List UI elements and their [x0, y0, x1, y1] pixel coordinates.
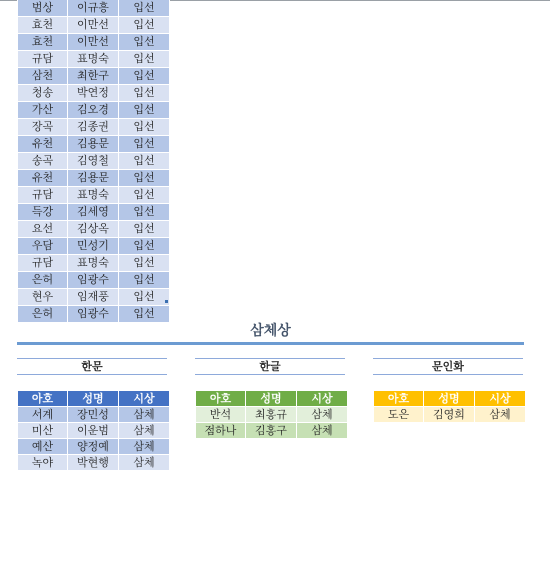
- column-header[interactable]: 아호: [374, 391, 424, 407]
- column-header[interactable]: 성명: [68, 391, 119, 407]
- table-row: [18, 119, 170, 136]
- section-title-underline: [17, 342, 524, 345]
- cell-award[interactable]: 입선: [119, 238, 170, 255]
- cell-name[interactable]: 양정예: [68, 439, 119, 455]
- cell-award[interactable]: 입선: [119, 34, 170, 51]
- table-row: [18, 439, 170, 455]
- cell-aho[interactable]: 도은: [374, 407, 424, 423]
- cell-aho[interactable]: 득강: [18, 204, 68, 221]
- cell-aho[interactable]: 효천: [18, 34, 68, 51]
- cell-award[interactable]: 입선: [119, 221, 170, 238]
- cell-aho[interactable]: 예산: [18, 439, 68, 455]
- cell-award[interactable]: 입선: [119, 119, 170, 136]
- cell-aho[interactable]: 유천: [18, 170, 68, 187]
- cell-award[interactable]: 입선: [119, 68, 170, 85]
- table-row: [18, 289, 170, 306]
- cell-award[interactable]: 입선: [119, 0, 170, 17]
- table-row: [18, 272, 170, 289]
- cell-name[interactable]: 장민성: [68, 407, 119, 423]
- cell-name[interactable]: 김홍구: [246, 423, 297, 439]
- table-row: [18, 221, 170, 238]
- category-label-hanmun: 한문: [17, 358, 167, 375]
- cell-aho[interactable]: 규담: [18, 51, 68, 68]
- cell-aho[interactable]: 은허: [18, 306, 68, 323]
- column-header[interactable]: 성명: [424, 391, 475, 407]
- table-row: [18, 255, 170, 272]
- table-row: [18, 0, 170, 17]
- table-row: [18, 204, 170, 221]
- cell-aho[interactable]: 미산: [18, 423, 68, 439]
- column-header[interactable]: 시상: [119, 391, 170, 407]
- cell-aho[interactable]: 요선: [18, 221, 68, 238]
- cell-award[interactable]: 삼체: [297, 423, 348, 439]
- column-header[interactable]: 시상: [475, 391, 526, 407]
- hangeul-table: [195, 390, 348, 439]
- header-row: [18, 391, 170, 407]
- category-label-hangeul: 한글: [195, 358, 345, 375]
- table-row: [18, 423, 170, 439]
- cell-name[interactable]: 최한구: [68, 68, 119, 85]
- cell-aho[interactable]: 장곡: [18, 119, 68, 136]
- cell-award[interactable]: 삼체: [119, 455, 170, 471]
- cell-award[interactable]: 입선: [119, 170, 170, 187]
- column-header[interactable]: 성명: [246, 391, 297, 407]
- cell-name[interactable]: 김영철: [68, 153, 119, 170]
- award-list-table: [17, 0, 170, 323]
- cell-aho[interactable]: 범상: [18, 0, 68, 17]
- cell-aho[interactable]: 가산: [18, 102, 68, 119]
- table-row: [196, 423, 348, 439]
- cell-name[interactable]: 표명숙: [68, 51, 119, 68]
- cell-name[interactable]: 박현행: [68, 455, 119, 471]
- cell-award[interactable]: 삼체: [119, 407, 170, 423]
- column-header[interactable]: 아호: [18, 391, 68, 407]
- table-row: [18, 34, 170, 51]
- cell-award[interactable]: 삼체: [119, 439, 170, 455]
- cell-name[interactable]: 박연정: [68, 85, 119, 102]
- munin-table: [373, 390, 526, 423]
- cell-award[interactable]: 삼체: [297, 407, 348, 423]
- cell-name[interactable]: 민성기: [68, 238, 119, 255]
- table-row: [18, 136, 170, 153]
- cell-award[interactable]: 입선: [119, 17, 170, 34]
- cell-name[interactable]: 김용문: [68, 170, 119, 187]
- table-row: [18, 238, 170, 255]
- cell-aho[interactable]: 효천: [18, 17, 68, 34]
- table-row: [18, 153, 170, 170]
- cell-aho[interactable]: 녹야: [18, 455, 68, 471]
- cell-award[interactable]: 입선: [119, 289, 170, 306]
- cell-name[interactable]: 임광수: [68, 272, 119, 289]
- cell-award[interactable]: 입선: [119, 102, 170, 119]
- cell-aho[interactable]: 규담: [18, 255, 68, 272]
- cell-name[interactable]: 김상옥: [68, 221, 119, 238]
- cell-name[interactable]: 김종권: [68, 119, 119, 136]
- section-title: 삼체상: [250, 323, 291, 339]
- cell-award[interactable]: 입선: [119, 51, 170, 68]
- cell-award[interactable]: 입선: [119, 85, 170, 102]
- cell-aho[interactable]: 반석: [196, 407, 246, 423]
- cell-aho[interactable]: 유천: [18, 136, 68, 153]
- table-row: [18, 51, 170, 68]
- cell-name[interactable]: 김용문: [68, 136, 119, 153]
- table-row: [18, 68, 170, 85]
- cell-award[interactable]: 입선: [119, 136, 170, 153]
- cell-name[interactable]: 임광수: [68, 306, 119, 323]
- cell-aho[interactable]: 규담: [18, 187, 68, 204]
- cell-name[interactable]: 최홍규: [246, 407, 297, 423]
- cell-name[interactable]: 이운범: [68, 423, 119, 439]
- cell-name[interactable]: 김영희: [424, 407, 475, 423]
- table-row: [18, 170, 170, 187]
- cell-award[interactable]: 입선: [119, 153, 170, 170]
- cell-name[interactable]: 김오경: [68, 102, 119, 119]
- cell-name[interactable]: 표명숙: [68, 255, 119, 272]
- table-row: [18, 102, 170, 119]
- cell-award[interactable]: 삼체: [119, 423, 170, 439]
- cell-award[interactable]: 입선: [119, 272, 170, 289]
- header-row: [374, 391, 526, 407]
- cell-aho[interactable]: 서계: [18, 407, 68, 423]
- table-row: [374, 407, 526, 423]
- cell-award[interactable]: 삼체: [475, 407, 526, 423]
- cell-name[interactable]: 이규흥: [68, 0, 119, 17]
- column-header[interactable]: 시상: [297, 391, 348, 407]
- category-label-munin: 문인화: [373, 358, 523, 375]
- table-row: [18, 455, 170, 471]
- table-row: [18, 85, 170, 102]
- table-row: [18, 17, 170, 34]
- cell-name[interactable]: 이만선: [68, 17, 119, 34]
- cell-aho[interactable]: 청송: [18, 85, 68, 102]
- cell-aho[interactable]: 은허: [18, 272, 68, 289]
- cell-name[interactable]: 이만선: [68, 34, 119, 51]
- cell-award[interactable]: 입선: [119, 306, 170, 323]
- table-row: [18, 407, 170, 423]
- cell-award[interactable]: 입선: [119, 255, 170, 272]
- hanmun-table: [17, 390, 170, 471]
- cell-name[interactable]: 김세영: [68, 204, 119, 221]
- cell-aho[interactable]: 송곡: [18, 153, 68, 170]
- cell-award[interactable]: 입선: [119, 187, 170, 204]
- cell-name[interactable]: 임재풍: [68, 289, 119, 306]
- table-row: [196, 407, 348, 423]
- header-row: [196, 391, 348, 407]
- fill-handle[interactable]: [165, 300, 168, 303]
- cell-aho[interactable]: 삼천: [18, 68, 68, 85]
- cell-aho[interactable]: 현우: [18, 289, 68, 306]
- column-header[interactable]: 아호: [196, 391, 246, 407]
- cell-name[interactable]: 표명숙: [68, 187, 119, 204]
- table-row: [18, 187, 170, 204]
- cell-aho[interactable]: 점하나: [196, 423, 246, 439]
- cell-award[interactable]: 입선: [119, 204, 170, 221]
- cell-aho[interactable]: 우담: [18, 238, 68, 255]
